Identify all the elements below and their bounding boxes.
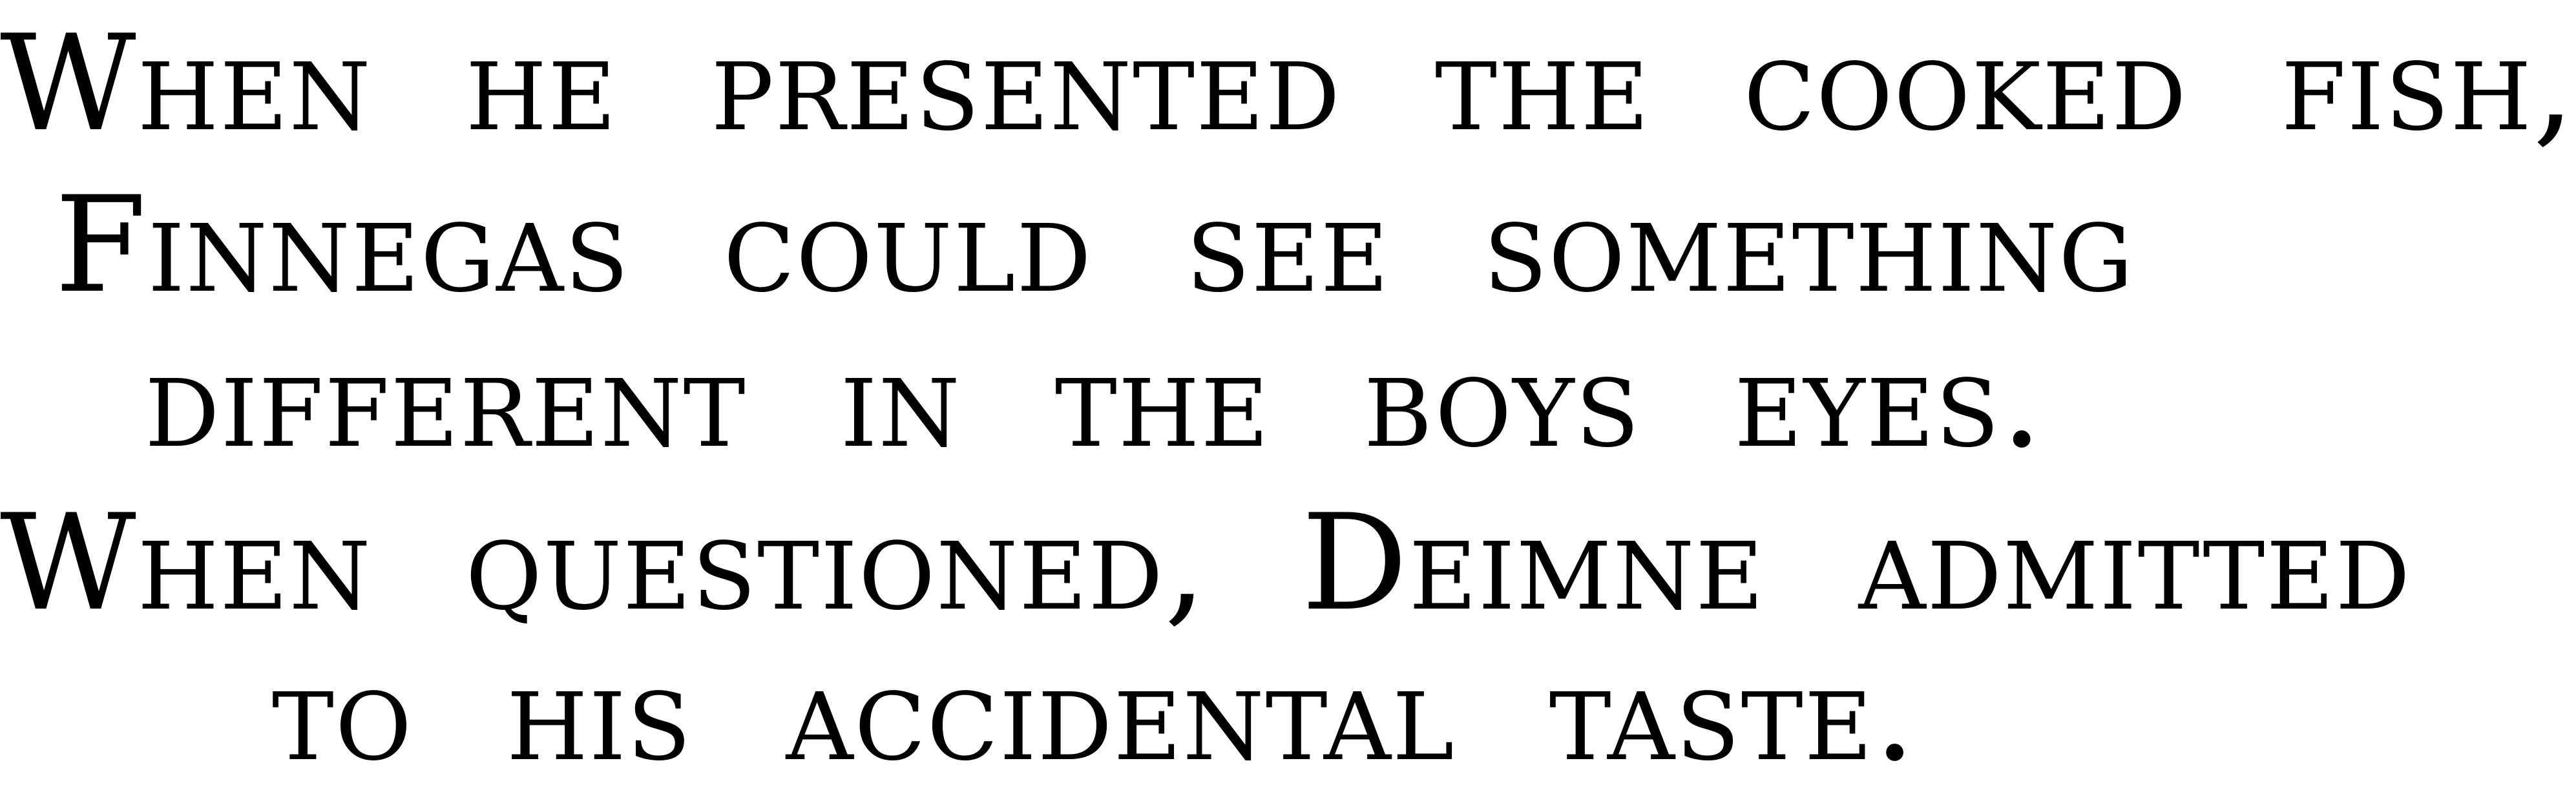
text-line-2: Finnegas could see something [54,169,2135,322]
text-line-5: to his accidental taste. [271,637,1918,791]
text-line-1: When he presented the cooked fish, [0,7,2576,161]
text-line-4: When questioned, Deimne admitted [0,486,2412,640]
text-line-3: different in the boys eyes. [145,324,2044,477]
